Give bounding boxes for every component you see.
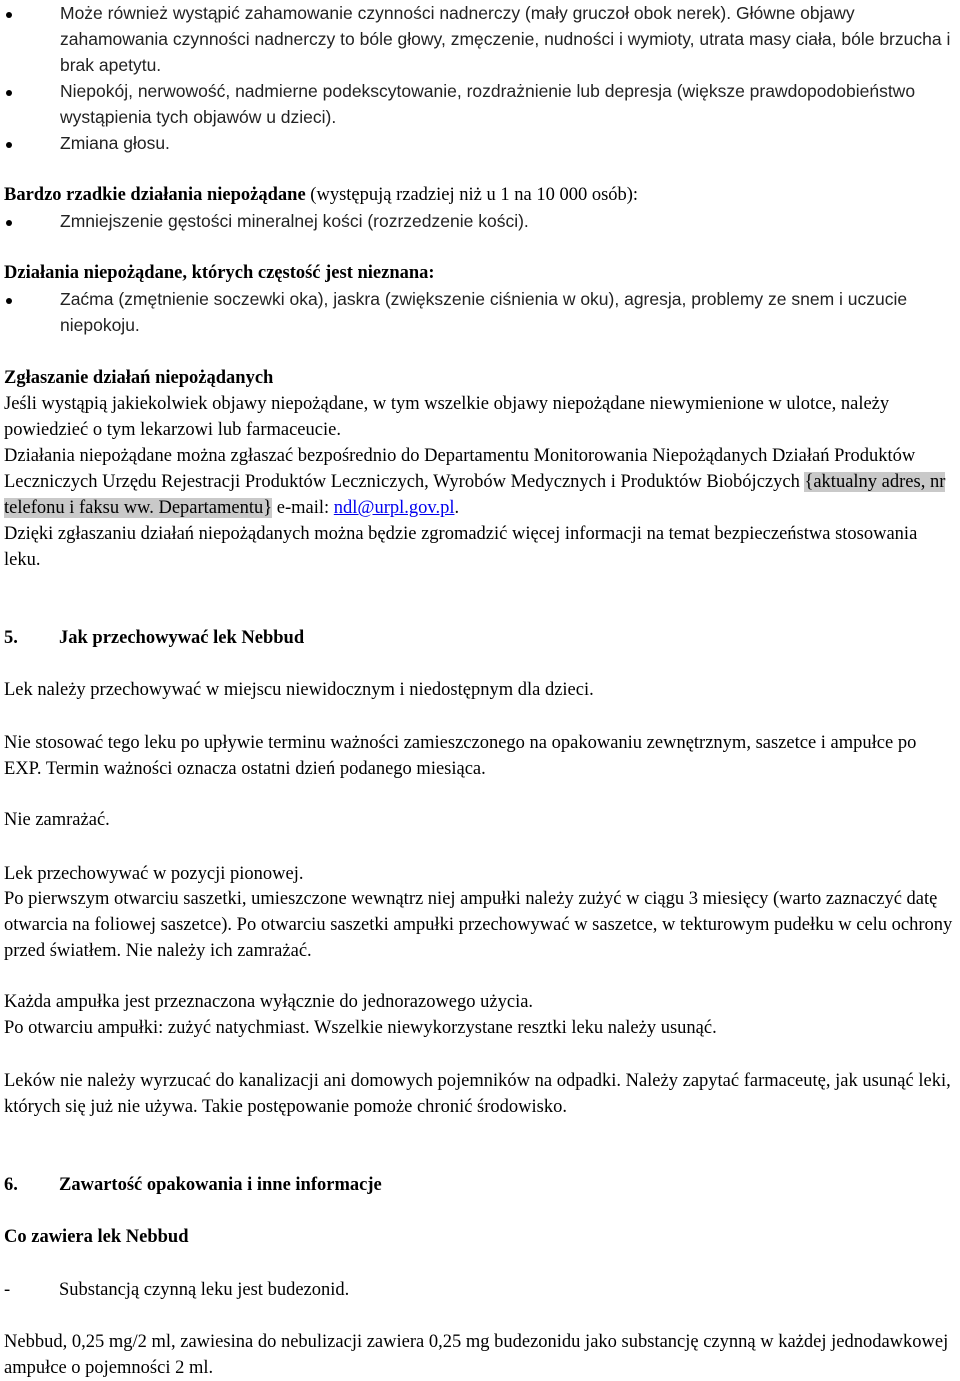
composition-paragraph: Nebbud, 0,25 mg/2 ml, zawiesina do nebulizacji zawiera 0,25 mg budezonidu jako substancję czynną w każdej jednodawkowej ampułce o pojemności 2 ml. bbox=[4, 1332, 949, 1378]
composition-item bbox=[4, 1277, 958, 1303]
list-item: Zaćma (zmętnienie soczewki oka), jaskra (zwiększenie ciśnienia w oku), agresja, problemy ze snem i uczucie niepokoju. bbox=[4, 286, 958, 338]
very-rare-frequency: (występują rzadziej niż u 1 na 10 000 osób): bbox=[305, 185, 639, 205]
very-rare-heading: Bardzo rzadkie działania niepożądane bbox=[4, 185, 306, 205]
storage-paragraph-4b: Po pierwszym otwarciu saszetki, umieszczone wewnątrz niej ampułki należy zużyć w ciągu 3 miesięcy (warto zaznaczyć datę otwarcia na foliowej saszetce). Po otwarciu saszetki ampułki przechowywać w saszetce, w tekturowym pudełku w celu ochrony przed światłem. Nie należy ich zamrażać. bbox=[4, 889, 953, 961]
very-rare-list bbox=[4, 208, 958, 234]
list-item: Niepokój, nerwowość, nadmierne podekscytowanie, rozdrażnienie lub depresja (większe prawdopodobieństwo wystąpienia tych objawów u dzieci). bbox=[4, 78, 958, 130]
disposal-paragraph: Leków nie należy wyrzucać do kanalizacji ani domowych pojemników na odpadki. Należy zapytać farmaceutę, jak usunąć leki, których się już nie używa. Takie postępowanie pomoże chronić środowisko. bbox=[4, 1071, 951, 1117]
unknown-frequency-list bbox=[4, 286, 958, 338]
section-5-title: Jak przechowywać lek Nebbud bbox=[59, 628, 305, 648]
list-item: Może również wystąpić zahamowanie czynności nadnerczy (mały gruczoł obok nerek). Główne objawy zahamowania czynności nadnerczy to bóle głowy, zmęczenie, nudności i wymioty, utrata masy ciała, bóle brzucha i brak apetytu. bbox=[4, 0, 958, 78]
section-6-number: 6. bbox=[4, 1175, 18, 1195]
storage-paragraph-4a: Lek przechowywać w pozycji pionowej. bbox=[4, 864, 304, 884]
address-placeholder: {aktualny adres, nr telefonu i faksu ww. Departamentu} bbox=[4, 472, 946, 518]
storage-paragraph-5a: Każda ampułka jest przeznaczona wyłącznie do jednorazowego użycia. bbox=[4, 992, 534, 1012]
reporting-heading bbox=[4, 365, 958, 391]
storage-paragraph-1: Lek należy przechowywać w miejscu niewidocznym i niedostępnym dla dzieci. bbox=[4, 680, 594, 700]
unknown-frequency-heading bbox=[4, 260, 958, 286]
section-5-heading bbox=[4, 625, 958, 651]
unknown-frequency-heading-text: Działania niepożądane, których częstość jest nieznana: bbox=[4, 263, 435, 283]
email-link[interactable]: ndl@urpl.gov.pl bbox=[333, 498, 455, 518]
storage-paragraph-3: Nie zamrażać. bbox=[4, 810, 110, 830]
storage-paragraph-5b: Po otwarciu ampułki: zużyć natychmiast. Wszelkie niewykorzystane resztki leku należy usunąć. bbox=[4, 1018, 717, 1038]
dash-marker: - bbox=[4, 1280, 11, 1300]
sentence-end: . bbox=[454, 498, 460, 518]
list-item: Zmiana głosu. bbox=[4, 130, 958, 156]
reporting-heading-text: Zgłaszanie działań niepożądanych bbox=[4, 368, 274, 388]
reporting-paragraph-2 bbox=[4, 443, 958, 521]
composition-item-text: Substancją czynną leku jest budezonid. bbox=[59, 1280, 350, 1300]
reporting-contact-text: Działania niepożądane można zgłaszać bezpośrednio do Departamentu Monitorowania Niepożądanych Działań Produktów Leczniczych Urzędu Rejestracji Produktów Leczniczych, Wyrobów Medycznych i Produktów Biobójczych bbox=[4, 446, 916, 492]
very-rare-intro bbox=[4, 182, 958, 208]
email-label: e-mail: bbox=[272, 498, 334, 518]
reporting-paragraph-1: Jeśli wystąpią jakiekolwiek objawy niepożądane, w tym wszelkie objawy niepożądane niewymienione w ulotce, należy powiedzieć o tym lekarzowi lub farmaceucie. bbox=[4, 394, 890, 440]
list-item: Zmniejszenie gęstości mineralnej kości (rozrzedzenie kości). bbox=[4, 208, 958, 234]
reporting-paragraph-3: Dzięki zgłaszaniu działań niepożądanych można będzie zgromadzić więcej informacji na temat bezpieczeństwa stosowania leku. bbox=[4, 524, 918, 570]
adrenal-bullet-list bbox=[4, 0, 958, 156]
section-6-heading bbox=[4, 1172, 958, 1198]
section-5-number: 5. bbox=[4, 628, 18, 648]
storage-paragraph-2: Nie stosować tego leku po upływie terminu ważności zamieszczonego na opakowaniu zewnętrznym, saszetce i ampułce po EXP. Termin ważności oznacza ostatni dzień podanego miesiąca. bbox=[4, 733, 917, 779]
section-6-subheading bbox=[4, 1224, 958, 1250]
section-6-title: Zawartość opakowania i inne informacje bbox=[59, 1175, 382, 1195]
section-6-subheading-text: Co zawiera lek Nebbud bbox=[4, 1227, 189, 1247]
